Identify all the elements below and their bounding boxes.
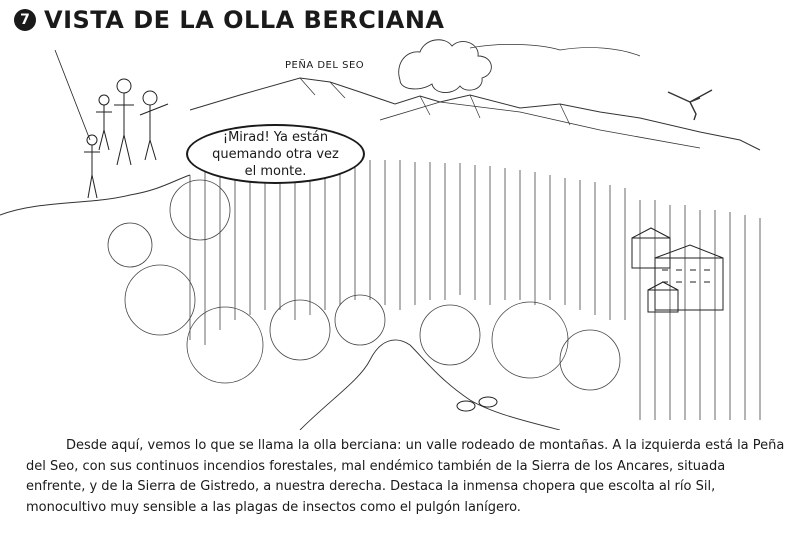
village-houses bbox=[632, 228, 723, 312]
speech-bubble-text: ¡Mirad! Ya están quemando otra vez el monte. bbox=[212, 129, 339, 179]
speech-bubble bbox=[186, 124, 365, 184]
hikers-group bbox=[55, 50, 168, 198]
sil-river bbox=[300, 340, 560, 430]
smoke-cloud bbox=[399, 40, 492, 93]
stork-bird bbox=[668, 90, 712, 120]
peak-label: PEÑA DEL SEO bbox=[285, 60, 365, 71]
riverbank-trees bbox=[108, 180, 620, 390]
body-paragraph: Desde aquí, vemos lo que se llama la olla berciana: un valle rodeado de montañas. A la izquierda está la Peña del Seo, con sus continuos incendios forestales, mal endémico también de la Sierra de los Ancares, situada enfrente, y de la Sierra de Gistredo, a nuestra derecha. Destaca la inmensa chopera que escolta al río Sil, monocultivo muy sensible a las plagas de insectos como el pulgón lanígero. bbox=[26, 438, 785, 515]
chapter-title: VISTA DE LA OLLA BERCIANA bbox=[44, 6, 445, 34]
foreground-hill bbox=[0, 175, 190, 215]
chapter-number-badge: 7 bbox=[14, 9, 36, 31]
